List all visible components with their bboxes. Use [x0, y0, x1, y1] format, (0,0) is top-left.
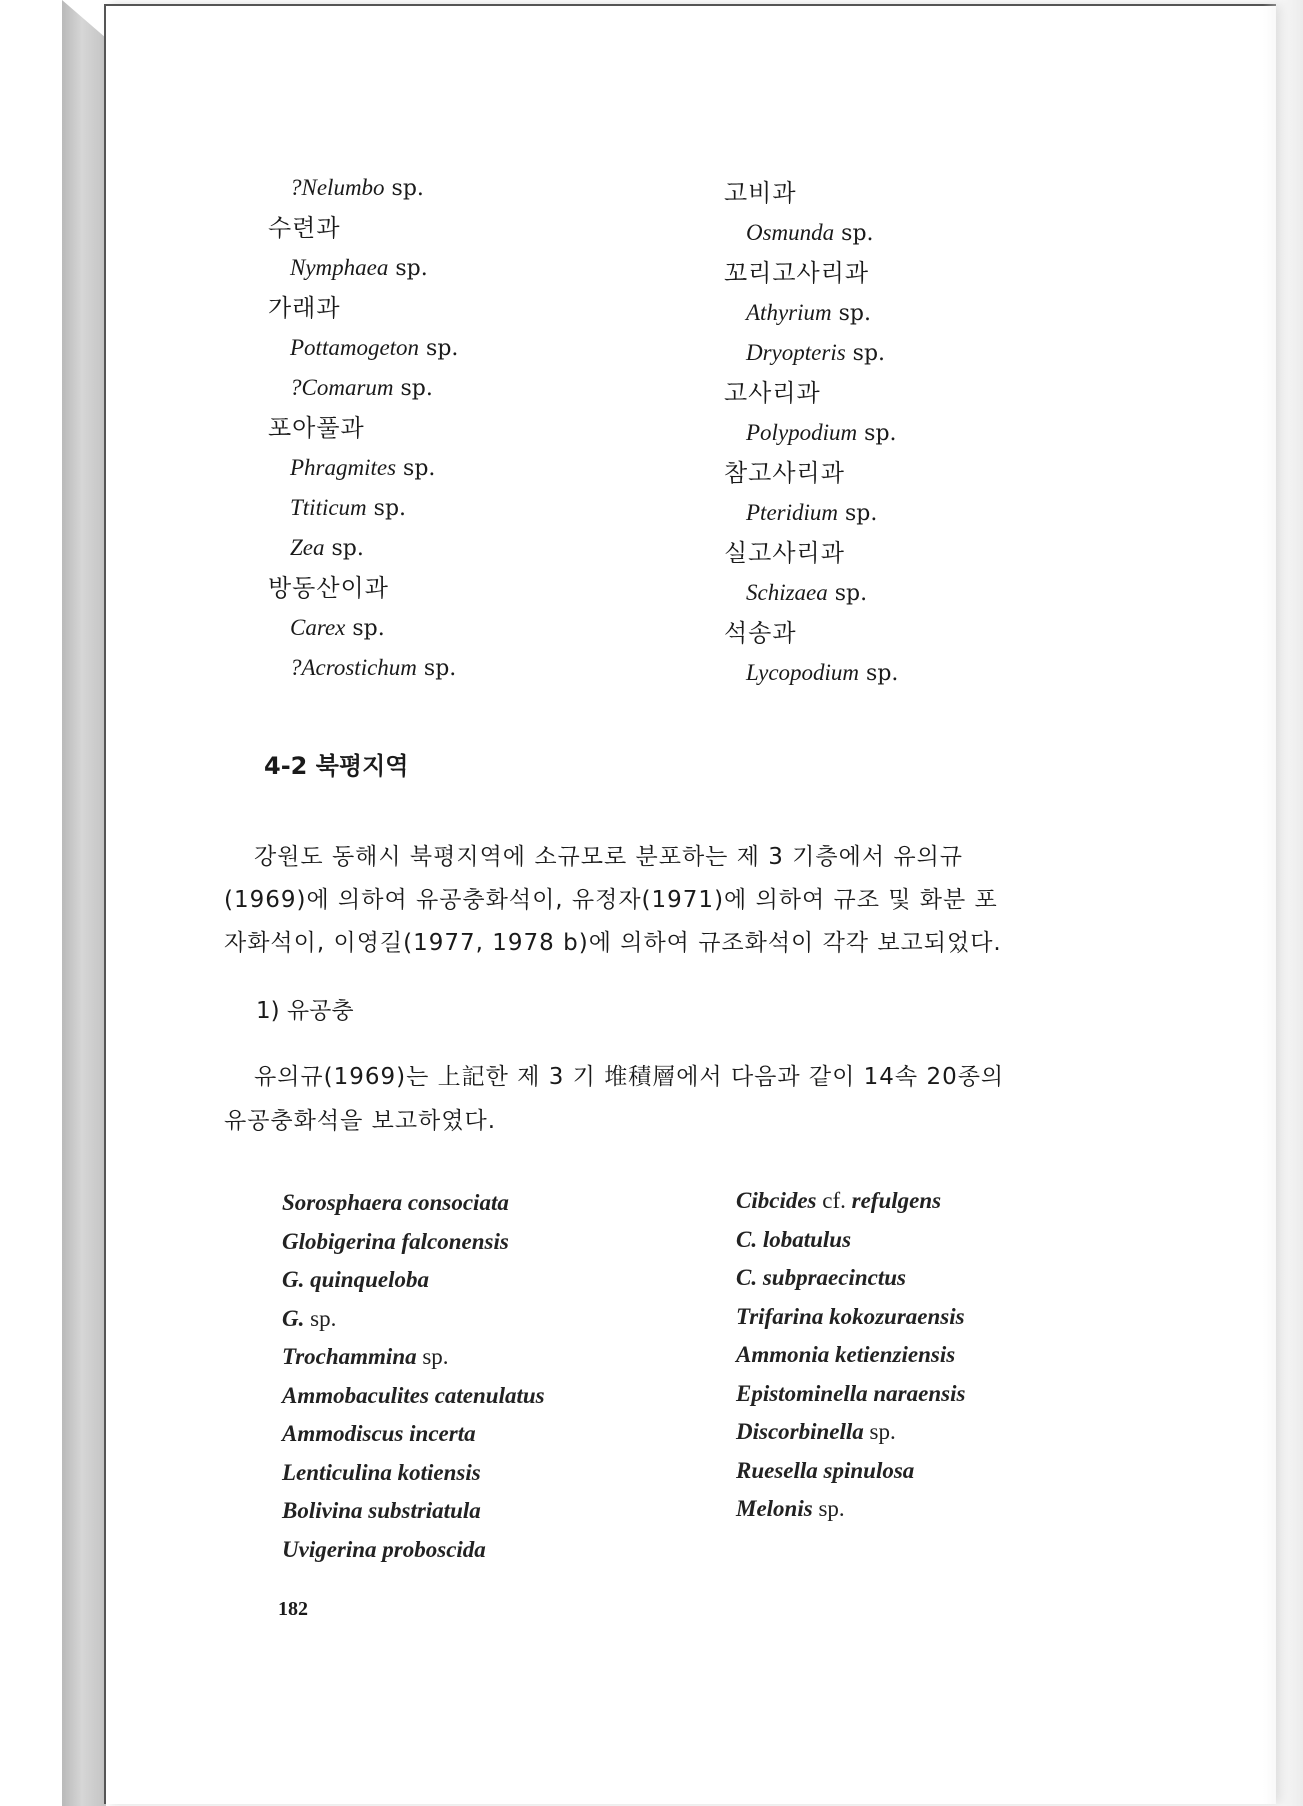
taxon-genus: Ttiticum	[290, 495, 367, 520]
foram-species-name: Ammobaculites catenulatus	[282, 1382, 545, 1408]
family-name-text: 방동산이과	[268, 574, 389, 602]
taxon-suffix: sp.	[324, 536, 364, 561]
taxon-name	[746, 339, 885, 368]
foram-species-name: Cibcides	[736, 1188, 817, 1213]
family-name-text: 고사리과	[724, 379, 821, 407]
family-name	[268, 214, 341, 242]
section-heading: 4-2 북평지역	[264, 752, 409, 780]
taxon-name	[290, 174, 424, 203]
foram-species-name: G.	[282, 1305, 305, 1331]
foram-species	[282, 1344, 449, 1370]
family-name	[724, 539, 845, 567]
foram-species	[736, 1304, 965, 1330]
taxon-suffix: sp.	[393, 376, 433, 401]
taxon-genus: ?Acrostichum	[290, 655, 417, 680]
subsection-paragraph-line-2: 유공충화석을 보고하였다.	[224, 1108, 497, 1134]
taxon-genus: ?Comarum	[290, 375, 394, 400]
taxon-suffix: sp.	[419, 336, 459, 361]
foram-species-qualifier: sp.	[812, 1496, 845, 1521]
taxon-name	[746, 659, 898, 688]
family-name	[268, 294, 341, 322]
foram-species-name: C. subpraecinctus	[736, 1265, 906, 1290]
taxon-genus: Pottamogeton	[290, 335, 420, 360]
foram-species-name: Sorosphaera consociata	[282, 1190, 509, 1215]
taxon-genus: Lycopodium	[746, 660, 860, 685]
family-name	[724, 179, 797, 207]
foram-species	[736, 1496, 845, 1522]
book-spine-top	[62, 0, 106, 38]
taxon-name	[290, 494, 406, 523]
foram-species-qualifier: sp.	[863, 1419, 896, 1444]
taxon-name	[746, 299, 871, 328]
foram-species-qualifier: cf.	[816, 1188, 852, 1213]
taxon-genus: Phragmites	[290, 455, 397, 480]
family-name-text: 고비과	[724, 179, 797, 207]
taxon-genus: ?Nelumbo	[290, 175, 385, 200]
foram-species-name: G. quinqueloba	[282, 1267, 429, 1292]
foram-species-name: Uvigerina proboscida	[282, 1536, 486, 1562]
foram-species-epithet: refulgens	[851, 1188, 942, 1213]
family-name-text: 석송과	[724, 619, 797, 647]
family-name-text: 참고사리과	[724, 459, 845, 487]
book-page	[104, 4, 1276, 1804]
foram-species-name: Globigerina falconensis	[282, 1228, 509, 1254]
taxon-genus: Athyrium	[746, 300, 832, 325]
taxon-suffix: sp.	[838, 501, 878, 526]
taxon-suffix: sp.	[366, 496, 407, 521]
taxon-name	[746, 499, 877, 528]
family-name	[724, 459, 845, 487]
family-name-text: 가래과	[268, 294, 341, 322]
taxon-genus: Dryopteris	[746, 340, 846, 365]
family-name	[268, 414, 365, 442]
family-name-text: 꼬리고사리과	[724, 259, 870, 287]
foram-species-qualifier: sp.	[304, 1305, 337, 1331]
page-edge-shadow	[1263, 0, 1303, 1806]
taxon-suffix: sp.	[831, 301, 871, 326]
taxon-suffix: sp.	[345, 616, 385, 641]
taxon-name	[746, 219, 874, 248]
foram-species-name: Ruesella spinulosa	[736, 1457, 915, 1483]
foram-species-name: Discorbinella	[736, 1419, 864, 1444]
foram-species	[282, 1267, 429, 1293]
section-paragraph-line-2: (1969)에 의하여 유공충화석이, 유정자(1971)에 의하여 규조 및 화분 포	[224, 887, 998, 913]
family-name	[724, 379, 821, 407]
taxon-suffix: sp.	[384, 176, 424, 201]
taxon-suffix: sp.	[834, 221, 874, 246]
foram-species-name: Lenticulina kotiensis	[282, 1459, 481, 1485]
family-name-text: 포아풀과	[268, 414, 365, 442]
foram-species-name: Trifarina kokozuraensis	[736, 1303, 965, 1329]
foram-species-name: Ammodiscus incerta	[282, 1421, 476, 1446]
taxon-name	[290, 614, 385, 643]
taxon-name	[290, 374, 433, 403]
taxon-name	[746, 419, 897, 448]
foram-species	[282, 1229, 509, 1255]
foram-species	[736, 1265, 906, 1291]
foram-species-name: Bolivina substriatula	[282, 1498, 481, 1523]
foram-species	[282, 1537, 486, 1563]
taxon-name	[746, 579, 867, 608]
foram-species-name: Ammonia ketienziensis	[736, 1342, 956, 1367]
foram-species-name: Melonis	[736, 1496, 813, 1521]
taxon-suffix: sp.	[827, 581, 868, 606]
taxon-name	[290, 534, 364, 563]
section-paragraph-line-1: 강원도 동해시 북평지역에 소규모로 분포하는 제 3 기층에서 유의규	[254, 844, 964, 870]
taxon-genus: Osmunda	[746, 220, 835, 245]
page-number: 182	[278, 1598, 308, 1620]
taxon-name	[290, 334, 458, 363]
taxon-name	[290, 654, 456, 683]
taxon-suffix: sp.	[857, 421, 897, 446]
family-name	[724, 619, 797, 647]
taxon-genus: Carex	[290, 615, 346, 640]
taxon-genus: Pteridium	[746, 500, 838, 525]
foram-species	[282, 1190, 509, 1216]
foram-species	[736, 1188, 941, 1214]
family-name	[724, 259, 869, 287]
taxon-suffix: sp.	[388, 256, 428, 281]
foram-species-name: Epistominella naraensis	[736, 1380, 966, 1406]
subsection-paragraph-line-1: 유의규(1969)는 上記한 제 3 기 堆積層에서 다음과 같이 14속 20종의	[254, 1064, 1005, 1090]
foram-species	[736, 1342, 955, 1368]
foram-species	[282, 1460, 481, 1486]
section-paragraph-line-3: 자화석이, 이영길(1977, 1978 b)에 의하여 규조화석이 각각 보고되었다.	[224, 930, 1002, 956]
book-spine-edge	[62, 0, 106, 1806]
foram-species	[282, 1306, 336, 1332]
taxon-suffix: sp.	[416, 656, 457, 681]
foram-species-name: C. lobatulus	[736, 1226, 852, 1252]
foram-species	[736, 1227, 851, 1253]
foram-species	[736, 1458, 914, 1484]
foram-species-name: Trochammina	[282, 1344, 417, 1369]
foram-species-qualifier: sp.	[416, 1344, 449, 1369]
taxon-genus: Zea	[290, 535, 325, 560]
taxon-suffix: sp.	[845, 341, 886, 366]
foram-species	[282, 1383, 545, 1409]
taxon-name	[290, 454, 435, 483]
family-name-text: 실고사리과	[724, 539, 845, 567]
subsection-label: 1) 유공충	[256, 998, 354, 1024]
taxon-name	[290, 254, 428, 283]
family-name-text: 수련과	[268, 214, 341, 242]
foram-species	[736, 1419, 896, 1445]
taxon-suffix: sp.	[396, 456, 436, 481]
foram-species	[282, 1498, 481, 1524]
taxon-genus: Schizaea	[746, 580, 828, 605]
taxon-genus: Polypodium	[746, 420, 858, 445]
taxon-suffix: sp.	[859, 661, 899, 686]
foram-species	[282, 1421, 476, 1447]
foram-species	[736, 1381, 965, 1407]
taxon-genus: Nymphaea	[290, 255, 389, 280]
family-name	[268, 574, 389, 602]
